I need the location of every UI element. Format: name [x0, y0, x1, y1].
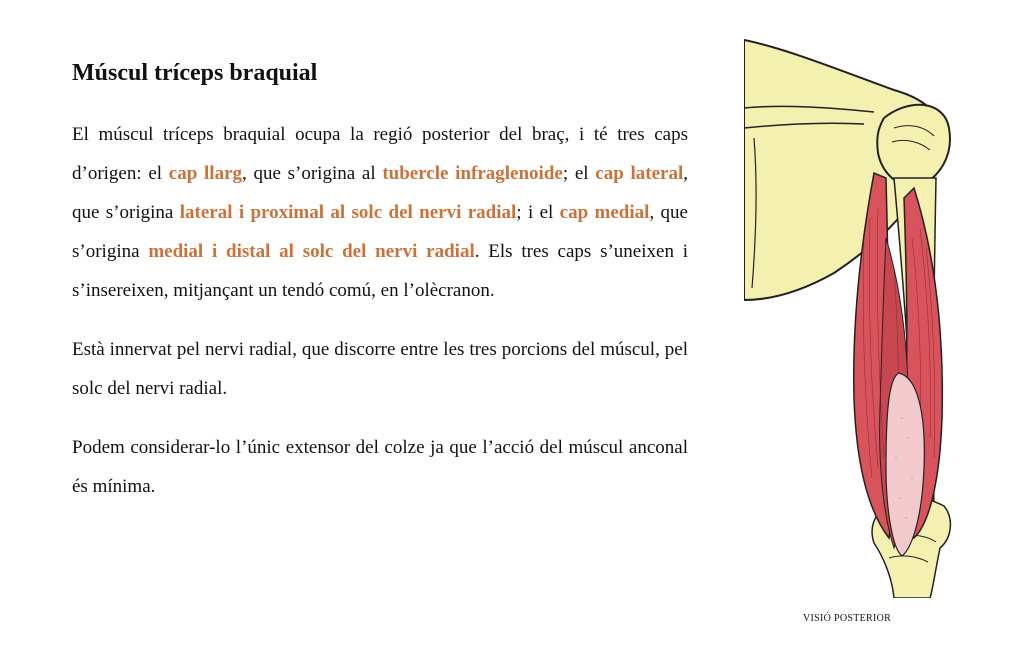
p1-text-6: , que s’origina	[72, 202, 688, 263]
highlight-medial-origin: medial i distal al solc del nervi radial	[148, 241, 475, 263]
highlight-medial-head: cap medial	[559, 202, 650, 224]
highlight-infraglenoid-tubercle: tubercle infraglenoide	[382, 163, 563, 185]
figure-caption: VISIÓ POSTERIOR	[803, 613, 892, 624]
p1-text-2: , que s’origina al	[242, 163, 383, 185]
p1-text-3: ; el	[562, 163, 596, 185]
paragraph-function: Podem considerar-lo l’únic extensor del colze ja que l’acció del múscul anconal és mínima.	[72, 437, 688, 498]
highlight-lateral-origin: lateral i proximal al solc del nervi radial	[179, 202, 517, 224]
highlight-long-head: cap llarg	[168, 163, 243, 185]
highlight-lateral-head: cap lateral	[595, 163, 684, 185]
paragraph-innervation: Està innervat pel nervi radial, que discorre entre les tres porcions del múscul, pel solc del nervi radial.	[72, 339, 688, 400]
paragraph-origins	[72, 115, 688, 310]
text-column	[72, 58, 688, 526]
p1-text-4: , que s’origina	[72, 163, 688, 224]
page-title: Múscul tríceps braquial	[72, 60, 318, 86]
triceps-illustration	[744, 38, 954, 598]
humerus-head	[877, 105, 950, 187]
p1-text-7: . Els tres caps s’uneixen i s’insereixen, mitjançant un tendó comú, en l’olècranon.	[72, 241, 688, 302]
p1-text-5: ; i el	[516, 202, 560, 224]
p1-text-1: El múscul tríceps braquial ocupa la regió posterior del braç, i té tres caps d’origen: el	[72, 124, 688, 185]
